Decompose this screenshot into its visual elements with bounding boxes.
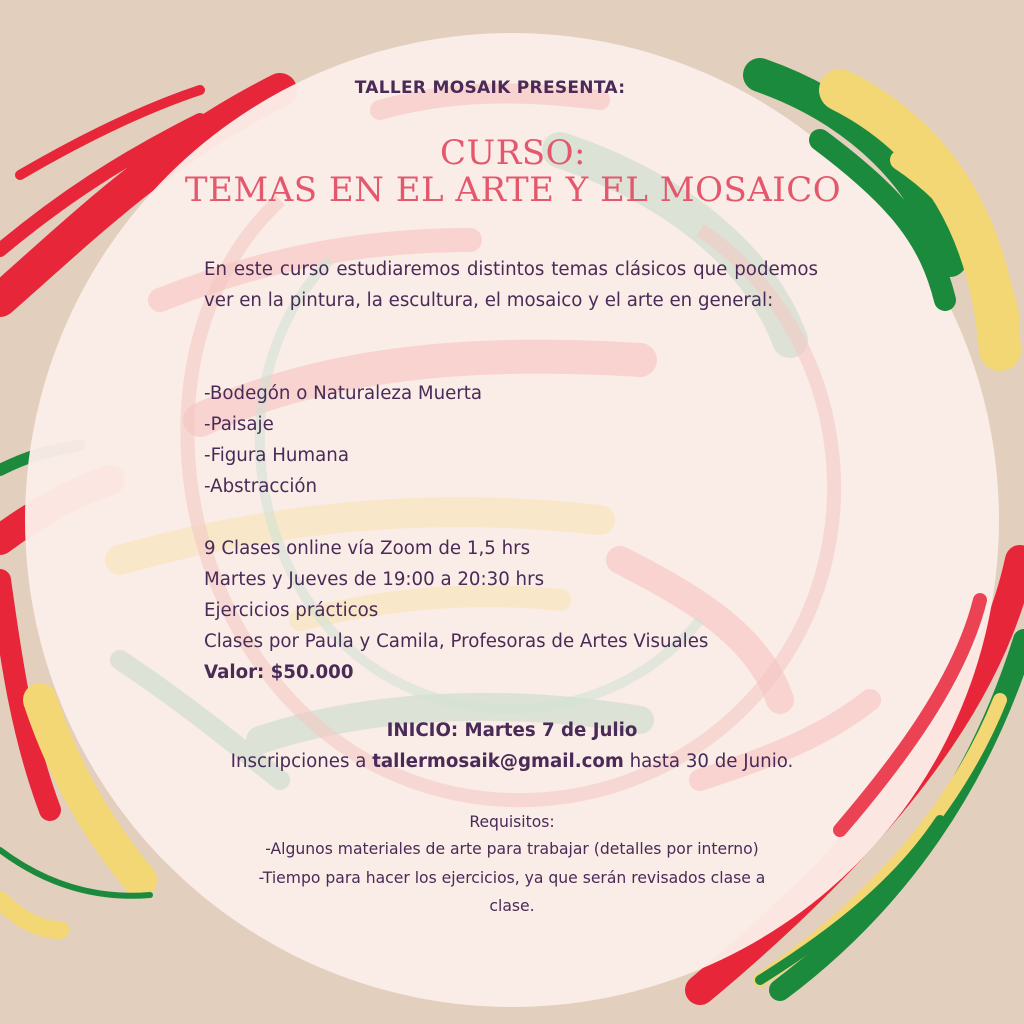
exercises-info: Ejercicios prácticos — [204, 600, 379, 621]
requirement-item: -Algunos materiales de arte para trabajar (detalles por interno) — [265, 840, 759, 858]
teachers-info: Clases por Paula y Camila, Profesoras de Artes Visuales — [204, 631, 709, 652]
course-details — [204, 533, 708, 688]
presenter-heading: TALLER MOSAIK PRESENTA: — [354, 78, 626, 98]
registration-email[interactable]: tallermosaik@gmail.com — [372, 751, 624, 772]
topic-item: -Abstracción — [204, 476, 318, 497]
price-info: Valor: $50.000 — [204, 662, 354, 683]
registration-info — [0, 748, 1024, 776]
course-intro: En este curso estudiaremos distintos temas clásicos que podemos ver en la pintura, la escultura, el mosaico y el arte en general: — [204, 259, 818, 311]
requirement-item-continued: clase. — [489, 897, 535, 915]
requirement-item: -Tiempo para hacer los ejercicios, ya que serán revisados clase a — [258, 869, 766, 887]
topics-list — [204, 378, 482, 502]
topic-item: -Bodegón o Naturaleza Muerta — [204, 383, 483, 404]
schedule-info: Martes y Jueves de 19:00 a 20:30 hrs — [204, 569, 545, 590]
registration-suffix: hasta 30 de Junio. — [623, 751, 794, 772]
classes-info: 9 Clases online vía Zoom de 1,5 hrs — [204, 538, 531, 559]
registration-prefix: Inscripciones a — [230, 751, 373, 772]
course-title-line2: TEMAS EN EL ARTE Y EL MOSAICO — [184, 170, 842, 210]
course-title-line1: CURSO: — [440, 133, 586, 173]
requirements-heading: Requisitos: — [469, 813, 555, 831]
start-date: INICIO: Martes 7 de Julio — [386, 720, 638, 741]
topic-item: -Figura Humana — [204, 445, 349, 466]
topic-item: -Paisaje — [204, 414, 274, 435]
